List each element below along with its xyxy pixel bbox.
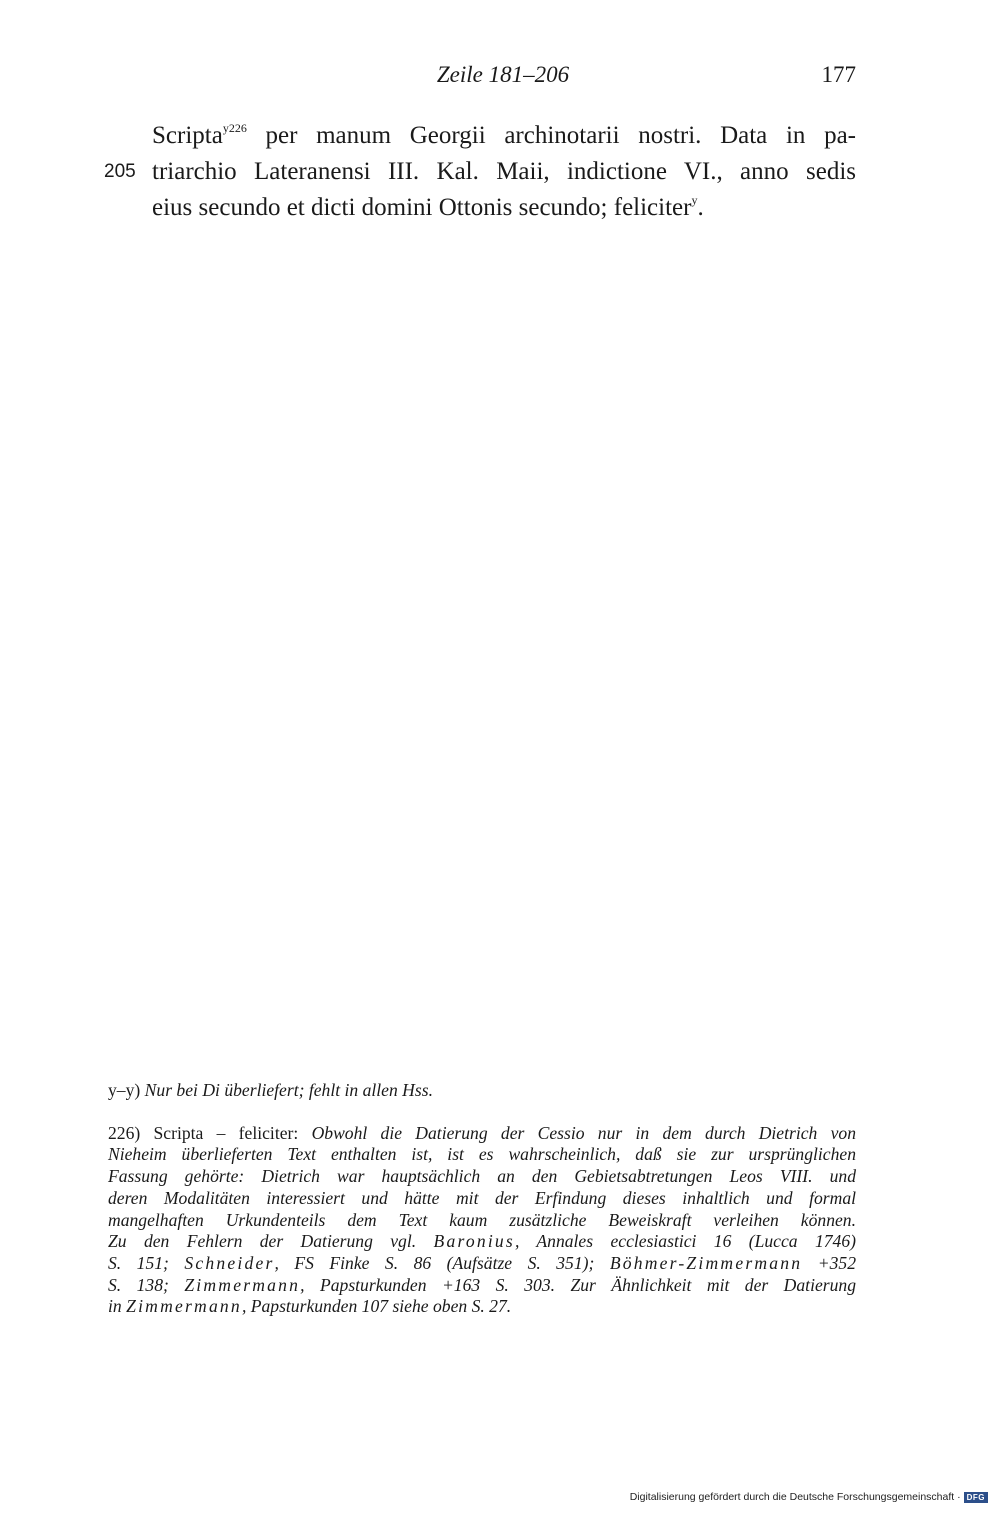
footnote-text: Obwohl die Datierung der Cessio nur in dem durch Dietrich von bbox=[311, 1122, 857, 1143]
author-name: Böhmer-Zimmermann bbox=[609, 1252, 803, 1273]
running-title: Zeile 181–206 bbox=[436, 62, 570, 87]
text-fragment: . bbox=[697, 194, 704, 221]
author-name: Schneider bbox=[184, 1252, 275, 1273]
footnote-line: Fassung gehörte: Dietrich war hauptsächlich an den Gebietsabtretungen Leos VIII. und bbox=[108, 1166, 856, 1187]
footnote-y bbox=[108, 1080, 856, 1102]
footnote-text: S. 151; bbox=[108, 1252, 169, 1273]
line-number: 205 bbox=[104, 161, 136, 182]
author-name: Zimmermann bbox=[126, 1296, 242, 1317]
author-name: Zimmermann bbox=[184, 1274, 301, 1295]
footnote-text: , Papsturkunden 107 siehe oben S. 27. bbox=[241, 1296, 512, 1317]
footnote-line bbox=[108, 1253, 856, 1275]
footnote-line bbox=[108, 1123, 856, 1145]
text-fragment: Scripta bbox=[152, 122, 223, 149]
footnote-reference: y226 bbox=[222, 120, 247, 135]
footnote-line: mangelhaften Urkundenteils dem Text kaum zusätzliche Beweiskraft verleihen können. bbox=[108, 1209, 856, 1230]
dfg-logo: DFG bbox=[964, 1492, 988, 1503]
footnote-text: in bbox=[108, 1296, 122, 1317]
footnote-line: deren Modalitäten interessiert und hätte mit der Erfindung dieses inhaltlich und formal bbox=[108, 1187, 856, 1208]
text-line-1 bbox=[152, 118, 856, 154]
footnote-text: , Papsturkunden +163 S. 303. Zur Ähnlichkeit mit der Datierung bbox=[300, 1274, 856, 1295]
footnote-text: +352 bbox=[817, 1252, 857, 1273]
digitization-footer bbox=[630, 1489, 988, 1505]
footnote-text: , FS Finke S. 86 (Aufsätze S. 351); bbox=[274, 1252, 595, 1273]
footer-text: Digitalisierung gefördert durch die Deutsche Forschungsgemeinschaft · bbox=[629, 1491, 961, 1503]
footnote-226 bbox=[108, 1123, 856, 1318]
page-number: 177 bbox=[821, 62, 856, 87]
main-text bbox=[104, 118, 856, 226]
footnote-line: Nieheim überlieferten Text enthalten ist, ist es wahrscheinlich, daß sie zur ursprünglichen bbox=[108, 1144, 856, 1165]
footnote-text: Zu den Fehlern der Datierung vgl. bbox=[108, 1231, 417, 1252]
footnote-line bbox=[108, 1231, 856, 1253]
footnote-reference: y bbox=[691, 192, 698, 207]
footnote-marker: y–y) bbox=[108, 1080, 141, 1100]
text-fragment: per manum Georgii archinotarii nostri. Data in pa- bbox=[246, 122, 856, 149]
text-fragment: eius secundo et dicti domini Ottonis secundo; feliciter bbox=[152, 194, 692, 221]
text-line-2 bbox=[104, 154, 856, 190]
text-line-3 bbox=[152, 190, 856, 226]
footnote-marker: 226) Scripta – feliciter: bbox=[108, 1122, 299, 1143]
footnote-text: , Annales ecclesiastici 16 (Lucca 1746) bbox=[514, 1231, 856, 1252]
text-fragment: triarchio Lateranensi III. Kal. Maii, indictione VI., anno sedis bbox=[152, 158, 856, 185]
footnote-text: S. 138; bbox=[108, 1274, 169, 1295]
footnotes bbox=[108, 1080, 856, 1318]
footnote-text: Nur bei Di überliefert; fehlt in allen Hss. bbox=[144, 1080, 433, 1100]
footnote-line bbox=[108, 1275, 856, 1297]
footnote-line bbox=[108, 1296, 856, 1318]
author-name: Baronius bbox=[433, 1231, 515, 1252]
running-head bbox=[150, 62, 856, 94]
